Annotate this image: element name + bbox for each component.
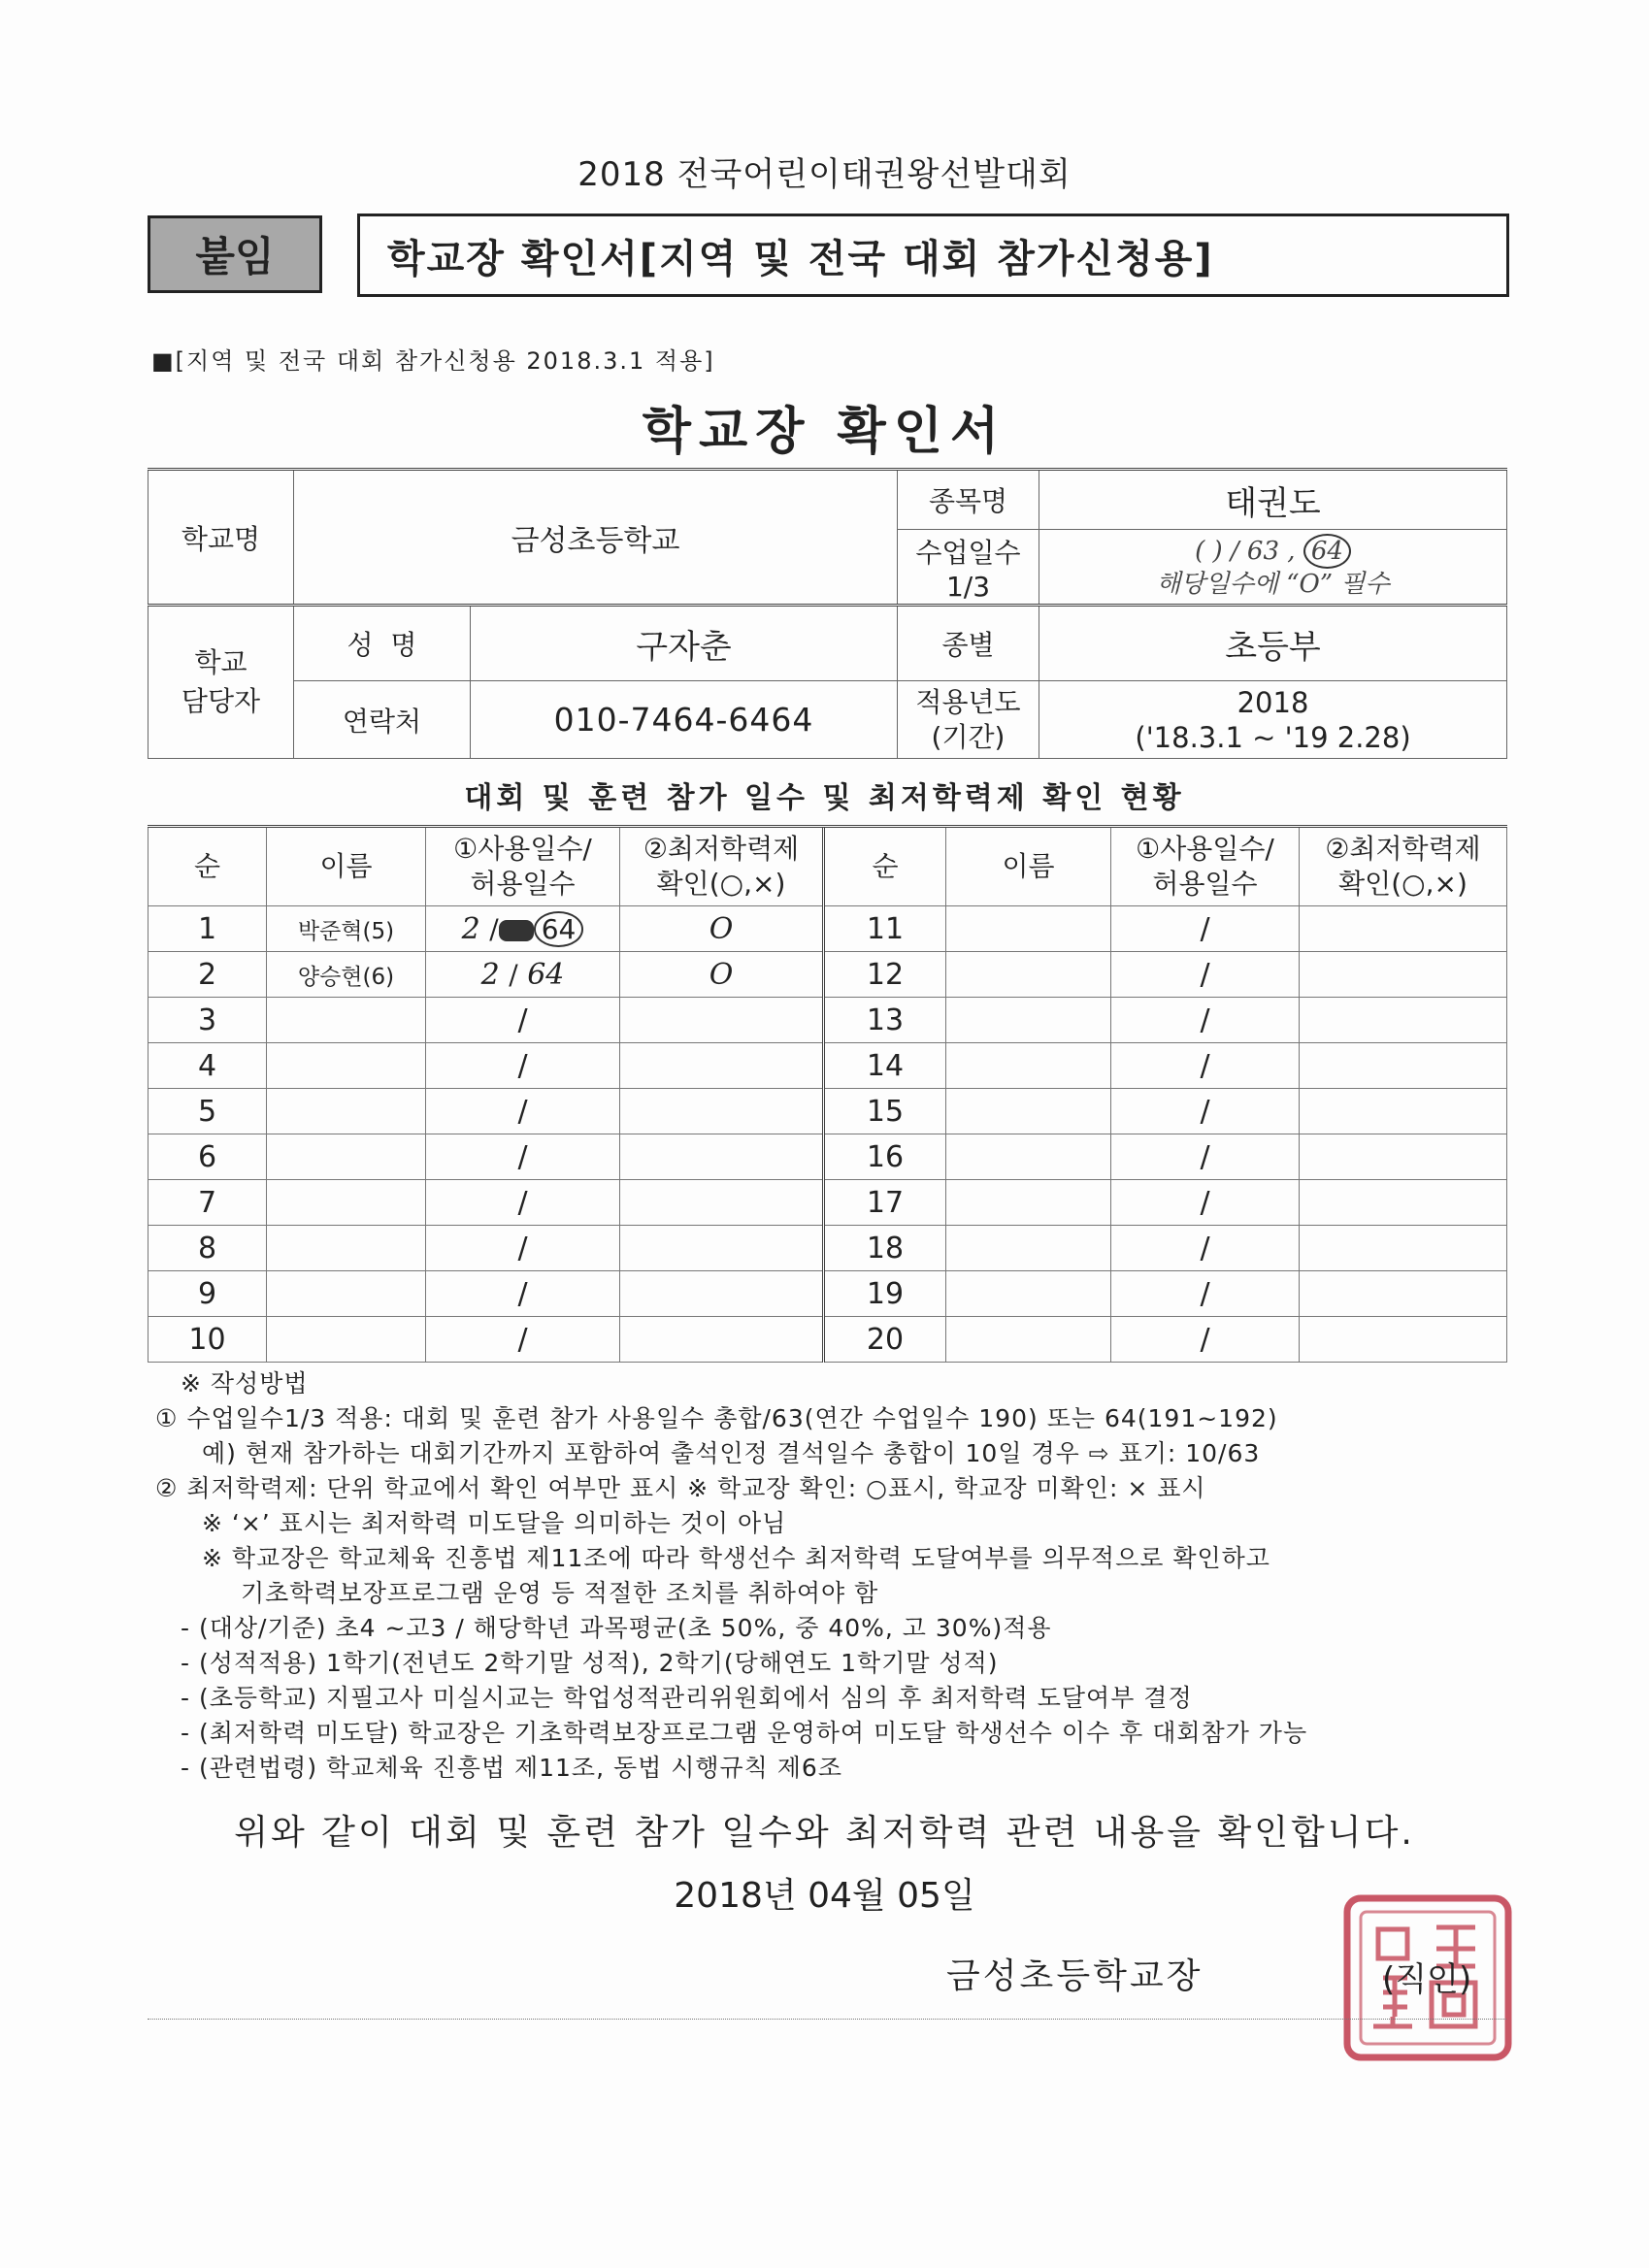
row-days-right: / (1111, 1089, 1300, 1134)
row-name-right (946, 1317, 1111, 1363)
school-name: 금성초등학교 (294, 470, 898, 606)
document-date: 2018년 04월 05일 (674, 1876, 975, 1916)
row-no-right: 11 (824, 906, 946, 952)
table-row (148, 1043, 1507, 1089)
row-no: 2 (148, 952, 267, 998)
col-header-min-right (1300, 827, 1507, 906)
row-no-right: 12 (824, 952, 946, 998)
year-label (898, 681, 1039, 759)
col-header-min-line2: 확인(○,×) (656, 868, 786, 900)
row-no: 1 (148, 906, 267, 952)
class-days-label-line2: 1/3 (945, 570, 991, 603)
row-check (620, 1226, 824, 1271)
row-name: 박준혁(5) (267, 906, 426, 952)
instruction-line: - (관련법령) 학교체육 진흥법 제11조, 동법 시행규칙 제6조 (181, 1754, 842, 1782)
row-no: 9 (148, 1271, 267, 1317)
row-days-allowed: 64 (527, 957, 565, 992)
seal-mark: (직인) (1382, 1960, 1472, 1999)
row-days: / (426, 1317, 620, 1363)
row-name-right (946, 1089, 1111, 1134)
row-days-right: / (1111, 952, 1300, 998)
instruction-line: - (성적적용) 1학기(전년도 2학기말 성적), 2학기(당해연도 1학기말 성적) (181, 1649, 999, 1677)
row-no-right: 14 (824, 1043, 946, 1089)
col-header-days-right-line2: 허용일수 (1152, 868, 1258, 900)
document-heading: 학교장 확인서[지역 및 전국 대회 참가신청용] (387, 236, 1214, 281)
class-days-label-line1: 수업일수 (915, 536, 1021, 569)
row-no: 5 (148, 1089, 267, 1134)
row-check (620, 998, 824, 1043)
row-check-right (1300, 906, 1507, 952)
row-check (620, 1180, 824, 1226)
scribble-mark (499, 920, 534, 941)
row-check-right (1300, 998, 1507, 1043)
row-name-right (946, 1271, 1111, 1317)
sport-value: 태권도 (1039, 470, 1507, 530)
row-days-right: / (1111, 1134, 1300, 1180)
name-value: 구자춘 (471, 606, 898, 681)
table-row (148, 1089, 1507, 1134)
col-header-days-right (1111, 827, 1300, 906)
confirm-statement: 위와 같이 대회 및 훈련 참가 일수와 최저학력 관련 내용을 확인합니다. (234, 1813, 1415, 1853)
row-days: / (426, 1043, 620, 1089)
section-heading: 대회 및 훈련 참가 일수 및 최저학력제 확인 현황 (464, 781, 1185, 815)
row-check-right (1300, 1134, 1507, 1180)
row-name-right (946, 906, 1111, 952)
row-check (620, 1317, 824, 1363)
row-check-right (1300, 1089, 1507, 1134)
row-check (620, 1089, 824, 1134)
col-header-min (620, 827, 824, 906)
row-check: O (620, 952, 824, 998)
row-days-right: / (1111, 998, 1300, 1043)
row-days: / (426, 998, 620, 1043)
attachment-label: 붙임 (195, 233, 275, 280)
instruction-line: ※ 학교장은 학교체육 진흥법 제11조에 따라 학생선수 최저학력 도달여부를 의무적으로 확인하고 (202, 1544, 1270, 1572)
row-days (426, 906, 620, 952)
form-note: ■[지역 및 전국 대회 참가신청용 2018.3.1 적용] (151, 347, 715, 375)
table-row (148, 1226, 1507, 1271)
col-header-min-right-line1: ②최저학력제 (1325, 833, 1481, 865)
instructions (155, 1366, 1534, 1786)
col-header-no-right: 순 (824, 827, 946, 906)
row-check (620, 1134, 824, 1180)
division-label: 종별 (898, 606, 1039, 681)
divider (148, 2019, 1506, 2020)
class-days-label (898, 530, 1039, 606)
division-value: 초등부 (1039, 606, 1507, 681)
col-header-name: 이름 (267, 827, 426, 906)
row-days-right: / (1111, 1226, 1300, 1271)
instruction-line: 예) 현재 참가하는 대회기간까지 포함하여 출석인정 결석일수 총합이 10일 경우 ⇨ 표기: 10/63 (202, 1439, 1261, 1467)
row-name-right (946, 1043, 1111, 1089)
row-check-right (1300, 1043, 1507, 1089)
row-check-right (1300, 1226, 1507, 1271)
table-row (148, 1134, 1507, 1180)
year-value (1039, 681, 1507, 759)
table-row (148, 998, 1507, 1043)
instruction-line: - (초등학교) 지필고사 미실시교는 학업성적관리위원회에서 심의 후 최저학력 도달여부 결정 (181, 1684, 1193, 1712)
class-days-options: ( ) / 63 , (1195, 537, 1296, 566)
row-no-right: 17 (824, 1180, 946, 1226)
class-days-circled: 64 (1303, 534, 1351, 569)
class-days-value (1039, 530, 1507, 606)
instruction-line: ② 최저학력제: 단위 학교에서 확인 여부만 표시 ※ 학교장 확인: ○표시, 학교장 미확인: × 표시 (155, 1474, 1206, 1502)
row-name (267, 1043, 426, 1089)
manager-label-line2: 담당자 (181, 685, 261, 717)
row-days: / (426, 1089, 620, 1134)
row-no-right: 15 (824, 1089, 946, 1134)
row-days: / (426, 1134, 620, 1180)
row-days-slash: / (509, 958, 518, 991)
row-check-right (1300, 1271, 1507, 1317)
row-name (267, 1317, 426, 1363)
row-name (267, 1271, 426, 1317)
row-no: 10 (148, 1317, 267, 1363)
sport-label: 종목명 (898, 470, 1039, 530)
contact-value: 010-7464-6464 (471, 681, 898, 759)
row-name-right (946, 1180, 1111, 1226)
col-header-no: 순 (148, 827, 267, 906)
col-header-min-right-line2: 확인(○,×) (1338, 868, 1468, 900)
class-days-note: 해당일수에 “O” 필수 (1156, 570, 1390, 599)
row-name-right (946, 952, 1111, 998)
manager-label (148, 606, 294, 759)
row-no-right: 13 (824, 998, 946, 1043)
row-days: / (426, 1226, 620, 1271)
row-days-used: 2 (480, 957, 500, 992)
row-no: 4 (148, 1043, 267, 1089)
instruction-line: - (대상/기준) 초4 ~고3 / 해당학년 과목평균(초 50%, 중 40%, 고 30%)적용 (181, 1614, 1052, 1642)
col-header-days-line1: ①사용일수/ (453, 833, 592, 865)
row-days-used: 2 (461, 911, 480, 946)
row-no-right: 18 (824, 1226, 946, 1271)
row-no: 3 (148, 998, 267, 1043)
event-title: 2018 전국어린이태권왕선발대회 (577, 155, 1072, 194)
year-label-line2: (기간) (931, 720, 1006, 753)
contact-label: 연락처 (294, 681, 471, 759)
row-days-right: / (1111, 1043, 1300, 1089)
row-days (426, 952, 620, 998)
year-value-period: ('18.3.1 ~ '19 2.28) (1135, 720, 1411, 754)
row-days-slash: / (489, 912, 499, 945)
instructions-title: ※ 작성방법 (181, 1369, 309, 1397)
instruction-line: ※ ‘×’ 표시는 최저학력 미도달을 의미하는 것이 아님 (202, 1509, 787, 1537)
row-check (620, 1043, 824, 1089)
name-label: 성 명 (294, 606, 471, 681)
row-check-right (1300, 1317, 1507, 1363)
row-no: 6 (148, 1134, 267, 1180)
row-name (267, 998, 426, 1043)
row-check (620, 1271, 824, 1317)
row-name (267, 1089, 426, 1134)
manager-label-line1: 학교 (194, 646, 247, 678)
row-no-right: 16 (824, 1134, 946, 1180)
form-title: 학교장 확인서 (642, 403, 1007, 461)
principal-signature: 금성초등학교장 (946, 1956, 1204, 1996)
row-days-right: / (1111, 1180, 1300, 1226)
row-days-right: / (1111, 1317, 1300, 1363)
row-days-right: / (1111, 906, 1300, 952)
row-check-right (1300, 1180, 1507, 1226)
col-header-days (426, 827, 620, 906)
table-row (148, 1180, 1507, 1226)
instruction-line: ① 수업일수1/3 적용: 대회 및 훈련 참가 사용일수 총합/63(연간 수업일수 190) 또는 64(191~192) (155, 1404, 1278, 1432)
table-row (148, 1271, 1507, 1317)
row-name: 양승현(6) (267, 952, 426, 998)
row-days: / (426, 1180, 620, 1226)
row-no: 7 (148, 1180, 267, 1226)
status-table (148, 825, 1507, 1363)
row-name-right (946, 1134, 1111, 1180)
table-row (148, 952, 1507, 998)
row-days-right: / (1111, 1271, 1300, 1317)
row-no: 8 (148, 1226, 267, 1271)
col-header-days-right-line1: ①사용일수/ (1136, 833, 1274, 865)
row-name (267, 1226, 426, 1271)
info-table (148, 468, 1507, 759)
row-days: / (426, 1271, 620, 1317)
row-check: O (620, 906, 824, 952)
year-value-year: 2018 (1237, 685, 1309, 719)
table-row (148, 1317, 1507, 1363)
col-header-days-line2: 허용일수 (470, 868, 576, 900)
instruction-line: - (최저학력 미도달) 학교장은 기초학력보장프로그램 운영하여 미도달 학생선수 이수 후 대회참가 가능 (181, 1719, 1308, 1747)
col-header-name-right: 이름 (946, 827, 1111, 906)
col-header-min-line1: ②최저학력제 (643, 833, 800, 865)
instruction-line: 기초학력보장프로그램 운영 등 적절한 조치를 취하여야 함 (241, 1579, 879, 1607)
school-label: 학교명 (148, 470, 294, 606)
row-name-right (946, 1226, 1111, 1271)
attachment-tag (148, 215, 322, 293)
year-label-line1: 적용년도 (915, 685, 1021, 718)
row-name-right (946, 998, 1111, 1043)
row-check-right (1300, 952, 1507, 998)
row-name (267, 1134, 426, 1180)
table-row (148, 906, 1507, 952)
row-name (267, 1180, 426, 1226)
document-heading-box (357, 214, 1509, 297)
row-no-right: 20 (824, 1317, 946, 1363)
row-days-allowed: 64 (534, 911, 584, 947)
row-no-right: 19 (824, 1271, 946, 1317)
